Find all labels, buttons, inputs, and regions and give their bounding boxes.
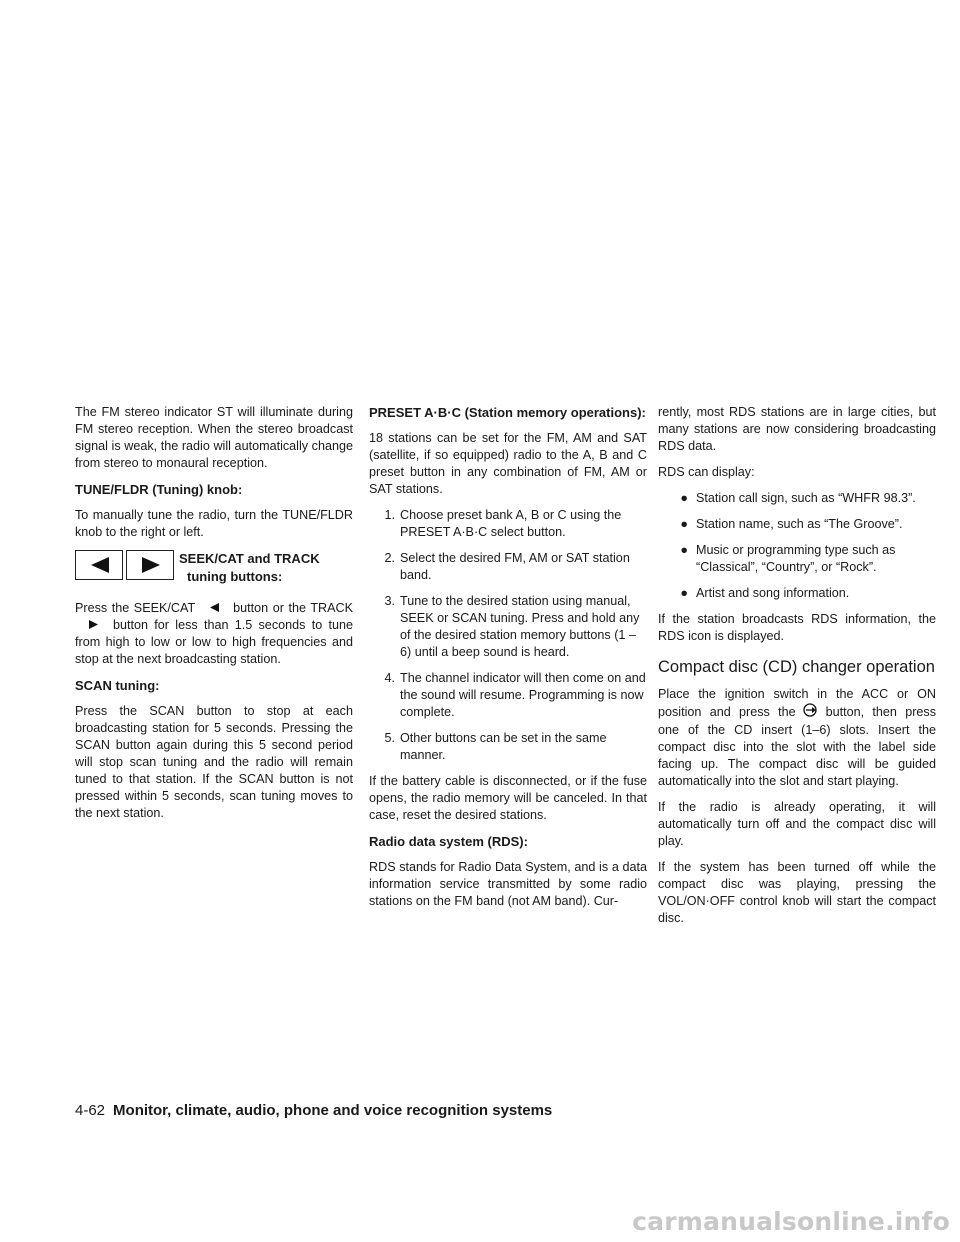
seek-button-figure (75, 550, 123, 580)
cd-text-b: button, then press one of the CD insert (1–6) slots. Insert the compact disc into the slot with the label side facing up. The compact disc will be guided automatically into the slot and start playing. (658, 704, 936, 788)
cd-section-heading: Compact disc (CD) changer operation (658, 658, 935, 676)
step-text: Other buttons can be set in the same manner. (400, 731, 607, 762)
list-item (369, 670, 647, 721)
column-1 (75, 404, 353, 831)
rds-display-label: RDS can display: (658, 465, 755, 479)
list-item (658, 490, 936, 507)
column-3 (658, 404, 936, 936)
cd-paragraph-3: If the system has been turned off while the compact disc was playing, pressing the VOL/ON·OFF control knob will start the compact disc. (658, 860, 936, 925)
preset-steps-list (369, 507, 647, 764)
step-number: 3. (384, 594, 395, 608)
step-number: 1. (384, 508, 395, 522)
step-number: 4. (384, 671, 395, 685)
scan-heading: SCAN tuning: (75, 678, 160, 694)
seek-text-d: button for less than 1.5 seconds to tune from high to low or low to high frequencies and stop at the next broadcasting station. (75, 618, 353, 667)
disc-load-icon (803, 703, 819, 717)
bullet-icon: ● (680, 586, 688, 600)
rds-heading: Radio data system (RDS): (369, 834, 528, 849)
seek-text-b: button or the (233, 601, 306, 615)
column-2 (369, 404, 647, 919)
seek-text-a: Press the SEEK/CAT (75, 601, 196, 615)
rds-paragraph: RDS stands for Radio Data System, and is a data information service transmitted by some radio stations on the FM band (not AM band). Cur- (369, 860, 647, 908)
stereo-paragraph: The FM stereo indicator ST will illuminate during FM stereo reception. When the stereo broadcast signal is weak, the radio will automatically change from stereo to monaural reception. (75, 405, 353, 470)
track-forward-icon (89, 620, 99, 629)
battery-paragraph: If the battery cable is disconnected, or if the fuse opens, the radio memory will be canceled. In that case, reset the desired stations. (369, 774, 647, 822)
list-item (369, 730, 647, 764)
page-footer (75, 1102, 552, 1119)
chapter-title: Monitor, climate, audio, phone and voice recognition systems (113, 1102, 553, 1119)
track-button-figure (126, 550, 174, 580)
seek-label-line1: SEEK/CAT and TRACK (179, 551, 320, 566)
triangle-left-icon (89, 557, 109, 573)
step-number: 5. (384, 731, 395, 745)
seek-track-label (179, 550, 320, 586)
step-text: Select the desired FM, AM or SAT station band. (400, 551, 630, 582)
seek-back-icon (209, 603, 219, 612)
preset-heading: PRESET A·B·C (Station memory operations): (369, 405, 646, 420)
bullet-text: Artist and song information. (696, 586, 850, 600)
preset-paragraph: 18 stations can be set for the FM, AM and SAT (satellite, if so equipped) radio to the A, B and C preset button in any combination of FM, AM or SAT stations. (369, 431, 647, 496)
step-text: Choose preset bank A, B or C using the PRESET A·B·C select button. (400, 508, 622, 539)
rds-bullet-list (658, 490, 936, 602)
list-item (658, 516, 936, 533)
step-text: The channel indicator will then come on and the sound will resume. Programming is now complete. (400, 671, 646, 719)
step-text: Tune to the desired station using manual, SEEK or SCAN tuning. Press and hold any of the desired station memory buttons (1 – 6) until a beep sound is heard. (400, 594, 640, 659)
step-number: 2. (384, 551, 395, 565)
rds-continued-paragraph: rently, most RDS stations are in large cities, but many stations are now considering broadcasting RDS data. (658, 405, 936, 453)
bullet-icon: ● (680, 517, 688, 531)
bullet-icon: ● (680, 491, 688, 505)
rds-icon-paragraph: If the station broadcasts RDS information, the RDS icon is displayed. (658, 612, 936, 643)
triangle-right-icon (140, 557, 160, 573)
cd-paragraph (658, 686, 936, 790)
list-item (369, 550, 647, 584)
cd-text-a: Place the ignition switch in the ACC or ON position and press the (658, 687, 936, 719)
bullet-text: Station name, such as “The Groove”. (696, 517, 903, 531)
seek-track-heading (75, 550, 353, 586)
bullet-icon: ● (680, 543, 688, 557)
list-item (658, 585, 936, 602)
list-item (658, 542, 936, 576)
cd-paragraph-2: If the radio is already operating, it will automatically turn off and the compact disc will play. (658, 800, 936, 848)
list-item (369, 507, 647, 541)
seek-text-c: TRACK (310, 601, 353, 615)
list-item (369, 593, 647, 661)
seek-paragraph (75, 600, 353, 668)
bullet-text: Station call sign, such as “WHFR 98.3”. (696, 491, 916, 505)
scan-paragraph: Press the SCAN button to stop at each broadcasting station for 5 seconds. Pressing the SCAN button again during this 5 second period will stop scan tuning and the radio will remain tuned to that station. If the SCAN button is not pressed within 5 seconds, scan tuning moves to the next station. (75, 704, 353, 821)
tune-paragraph: To manually tune the radio, turn the TUNE/FLDR knob to the right or left. (75, 508, 353, 539)
page-number: 4-62 (75, 1102, 106, 1119)
tune-heading: TUNE/FLDR (Tuning) knob: (75, 482, 243, 497)
bullet-text: Music or programming type such as “Classical”, “Country”, or “Rock”. (696, 543, 896, 574)
watermark: carmanualsonline.info (632, 1207, 950, 1236)
seek-label-line2: tuning buttons: (187, 569, 283, 584)
